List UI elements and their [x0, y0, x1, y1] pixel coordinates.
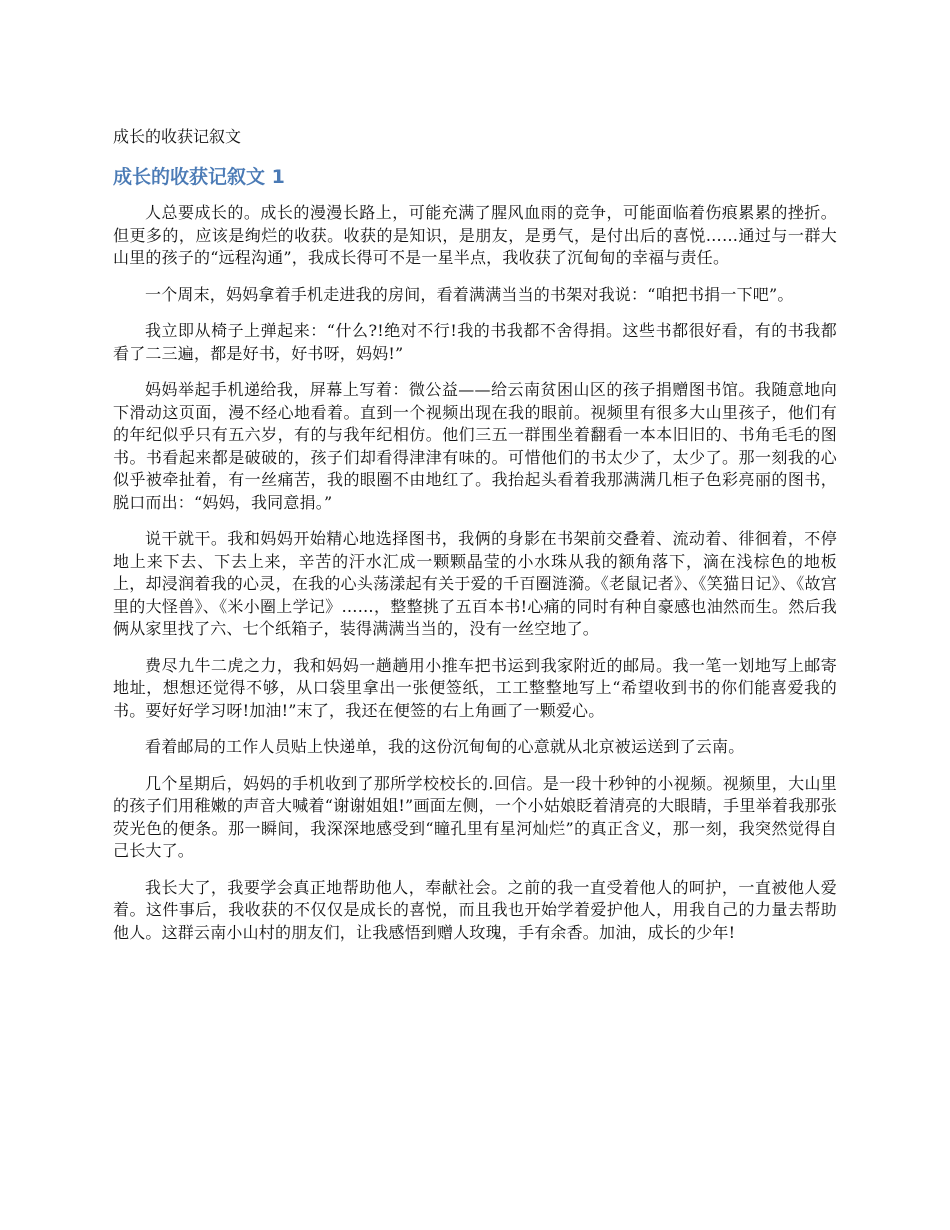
- paragraph: 费尽九牛二虎之力，我和妈妈一趟趟用小推车把书运到我家附近的邮局。我一笔一划地写上邮寄地址，想想还觉得不够，从口袋里拿出一张便签纸，工工整整地写上“希望收到书的你们能喜爱我的书。要好好学习呀!加油!”末了，我还在便签的右上角画了一颗爱心。: [113, 655, 837, 720]
- paragraph: 说干就干。我和妈妈开始精心地选择图书，我俩的身影在书架前交叠着、流动着、徘徊着，不停地上来下去、下去上来，辛苦的汗水汇成一颗颗晶莹的小水珠从我的额角落下，滴在浅棕色的地板上，却浸润着我的心灵，在我的心头荡漾起有关于爱的千百圈涟漪。《老鼠记者》、《笑猫日记》、《故宫里的大怪兽》、《米小圈上学记》……，整整挑了五百本书!心痛的同时有种自豪感也油然而生。然后我俩从家里找了六、七个纸箱子，装得满满当当的，没有一丝空地了。: [113, 529, 837, 638]
- document-label: 成长的收获记叙文: [113, 127, 242, 146]
- paragraph: 我立即从椅子上弹起来：“什么?!绝对不行!我的书我都不舍得捐。这些书都很好看，有的书我都看了二三遍，都是好书，好书呀，妈妈!”: [113, 321, 837, 363]
- paragraph: 妈妈举起手机递给我，屏幕上写着：微公益——给云南贫困山区的孩子捐赠图书馆。我随意地向下滑动这页面，漫不经心地看着。直到一个视频出现在我的眼前。视频里有很多大山里孩子，他们有的年纪似乎只有五六岁，有的与我年纪相仿。他们三五一群围坐着翻看一本本旧旧的、书角毛毛的图书。书看起来都是破破的，孩子们却看得津津有味的。可惜他们的书太少了，太少了。那一刻我的心似乎被牵扯着，有一丝痛苦，我的眼圈不由地红了。我抬起头看着我那满满几柜子色彩亮丽的图书，脱口而出：“妈妈，我同意捐。”: [113, 380, 837, 512]
- paragraph: 人总要成长的。成长的漫漫长路上，可能充满了腥风血雨的竞争，可能面临着伤痕累累的挫折。但更多的，应该是绚烂的收获。收获的是知识，是朋友，是勇气，是付出后的喜悦……通过与一群大山里的孩子的“远程沟通”，我成长得可不是一星半点，我收获了沉甸甸的幸福与责任。: [113, 203, 837, 267]
- paragraph: 看着邮局的工作人员贴上快递单，我的这份沉甸甸的心意就从北京被运送到了云南。: [145, 737, 745, 756]
- article-body: [113, 202, 837, 958]
- paragraph: 一个周末，妈妈拿着手机走进我的房间，看着满满当当的书架对我说：“咱把书捐一下吧”。: [145, 284, 794, 304]
- paragraph: 几个星期后，妈妈的手机收到了那所学校校长的.回信。是一段十秒钟的小视频。视频里，大山里的孩子们用稚嫩的声音大喊着“谢谢姐姐!”画面左侧，一个小姑娘眨着清亮的大眼睛，手里举着我那张荧光色的便条。那一瞬间，我深深地感受到“瞳孔里有星河灿烂”的真正含义，那一刻，我突然觉得自己长大了。: [113, 773, 837, 860]
- paragraph: 我长大了，我要学会真正地帮助他人，奉献社会。之前的我一直受着他人的呵护，一直被他人爱着。这件事后，我收获的不仅仅是成长的喜悦，而且我也开始学着爱护他人，用我自己的力量去帮助他人。这群云南小山村的朋友们，让我感悟到赠人玫瑰，手有余香。加油，成长的少年!: [113, 877, 837, 942]
- section-heading: 成长的收获记叙文 1: [113, 166, 285, 188]
